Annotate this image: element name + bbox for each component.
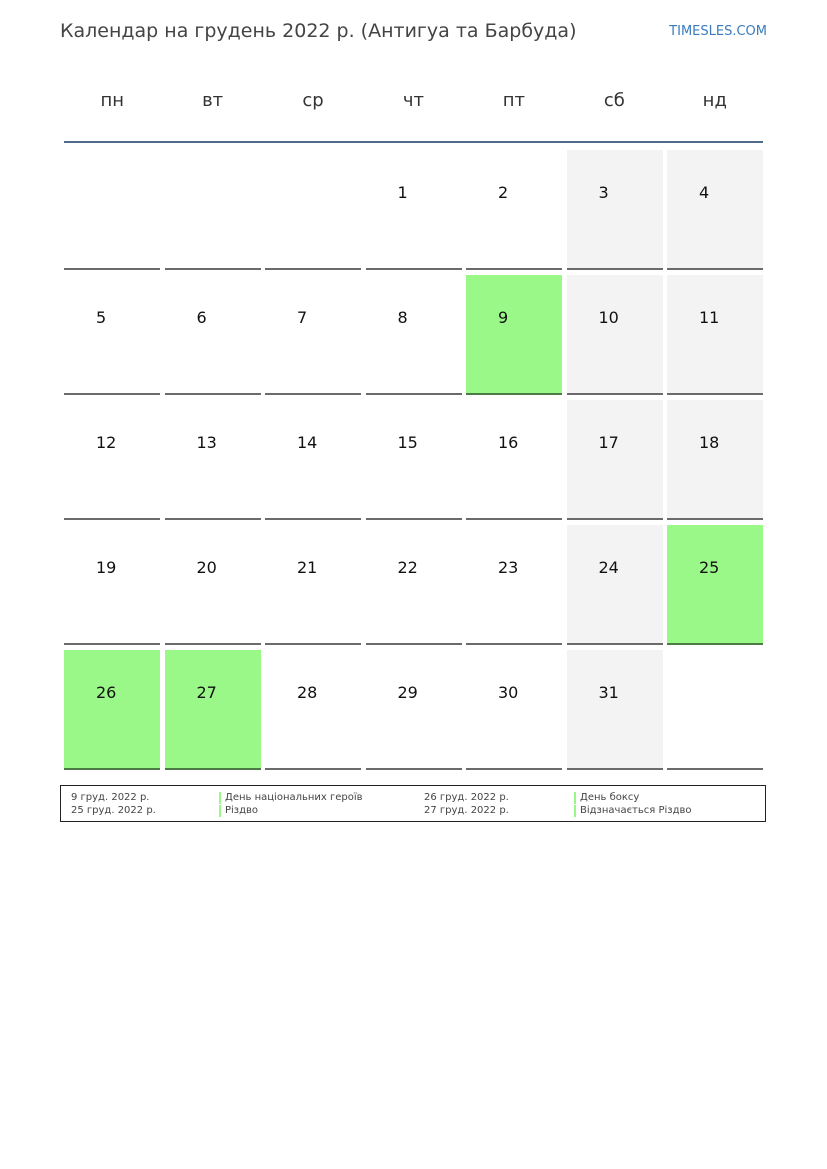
empty-day-cell	[265, 150, 361, 270]
day-cell	[667, 150, 763, 270]
day-number: 16	[498, 433, 519, 452]
day-cell	[466, 650, 562, 770]
day-cell	[366, 525, 462, 645]
legend-name-text: Відзначається Різдво	[580, 805, 692, 816]
weekday-header-row	[62, 90, 765, 120]
day-cell	[567, 275, 663, 395]
legend-holiday-name	[574, 792, 639, 803]
day-cell	[64, 275, 160, 395]
empty-day-cell	[165, 150, 261, 270]
day-number: 27	[196, 683, 217, 702]
day-number: 14	[297, 433, 318, 452]
day-number: 2	[498, 183, 509, 202]
day-cell	[466, 150, 562, 270]
weekday-wed: ср	[302, 90, 324, 111]
day-number: 17	[598, 433, 619, 452]
day-number: 12	[96, 433, 117, 452]
weekday-sun: нд	[702, 90, 727, 111]
holiday-color-marker	[574, 792, 576, 804]
day-cell	[366, 150, 462, 270]
day-number: 22	[397, 558, 418, 577]
day-cell	[567, 400, 663, 520]
day-cell	[165, 650, 261, 770]
calendar-grid	[64, 150, 763, 770]
day-cell	[466, 275, 562, 395]
site-link[interactable]: TIMESLES.COM	[669, 24, 767, 39]
day-number: 9	[498, 308, 509, 327]
day-number: 5	[96, 308, 107, 327]
day-number: 28	[297, 683, 318, 702]
day-number: 8	[397, 308, 408, 327]
weekday-sat: сб	[603, 90, 625, 111]
day-number: 1	[397, 183, 408, 202]
legend-date: 9 груд. 2022 р.	[71, 792, 150, 803]
day-cell	[265, 650, 361, 770]
day-cell	[165, 525, 261, 645]
holiday-color-marker	[574, 805, 576, 817]
day-cell	[64, 525, 160, 645]
weekday-thu: чт	[402, 90, 425, 111]
day-number: 30	[498, 683, 519, 702]
day-cell	[265, 400, 361, 520]
legend-holiday-name	[219, 792, 363, 803]
day-number: 18	[699, 433, 720, 452]
day-number: 15	[397, 433, 418, 452]
weekday-fri: пт	[502, 90, 526, 111]
day-number: 3	[598, 183, 609, 202]
day-number: 6	[196, 308, 207, 327]
day-cell	[366, 275, 462, 395]
day-number: 31	[598, 683, 619, 702]
legend-holiday-name	[574, 805, 692, 816]
day-cell	[466, 525, 562, 645]
legend-date: 25 груд. 2022 р.	[71, 805, 156, 816]
day-cell	[165, 275, 261, 395]
day-cell	[567, 650, 663, 770]
day-number: 25	[699, 558, 720, 577]
day-cell	[667, 275, 763, 395]
day-number: 23	[498, 558, 519, 577]
day-number: 19	[96, 558, 117, 577]
day-number: 4	[699, 183, 710, 202]
day-number: 11	[699, 308, 720, 327]
day-cell	[466, 400, 562, 520]
holiday-color-marker	[219, 792, 221, 804]
legend-name-text: День боксу	[580, 792, 640, 803]
day-number: 13	[196, 433, 217, 452]
day-cell	[64, 400, 160, 520]
empty-day-cell	[667, 650, 763, 770]
legend-name-text: День національних героїв	[225, 792, 363, 803]
day-cell	[667, 525, 763, 645]
legend-name-text: Різдво	[225, 805, 259, 816]
day-cell	[64, 650, 160, 770]
day-number: 20	[196, 558, 217, 577]
day-number: 29	[397, 683, 418, 702]
day-cell	[667, 400, 763, 520]
holiday-color-marker	[219, 805, 221, 817]
day-number: 24	[598, 558, 619, 577]
header-divider	[64, 141, 763, 143]
day-number: 26	[96, 683, 117, 702]
page-title: Календар на грудень 2022 р. (Антигуа та Барбуда)	[60, 20, 577, 42]
day-cell	[265, 275, 361, 395]
holiday-legend	[60, 785, 766, 822]
day-cell	[366, 650, 462, 770]
empty-day-cell	[64, 150, 160, 270]
day-cell	[567, 150, 663, 270]
weekday-tue: вт	[202, 90, 224, 111]
legend-date: 26 груд. 2022 р.	[424, 792, 509, 803]
legend-date: 27 груд. 2022 р.	[424, 805, 509, 816]
legend-holiday-name	[219, 805, 258, 816]
day-number: 10	[598, 308, 619, 327]
day-cell	[165, 400, 261, 520]
day-cell	[567, 525, 663, 645]
day-number: 21	[297, 558, 318, 577]
weekday-mon: пн	[100, 90, 124, 111]
day-number: 7	[297, 308, 308, 327]
day-cell	[265, 525, 361, 645]
day-cell	[366, 400, 462, 520]
